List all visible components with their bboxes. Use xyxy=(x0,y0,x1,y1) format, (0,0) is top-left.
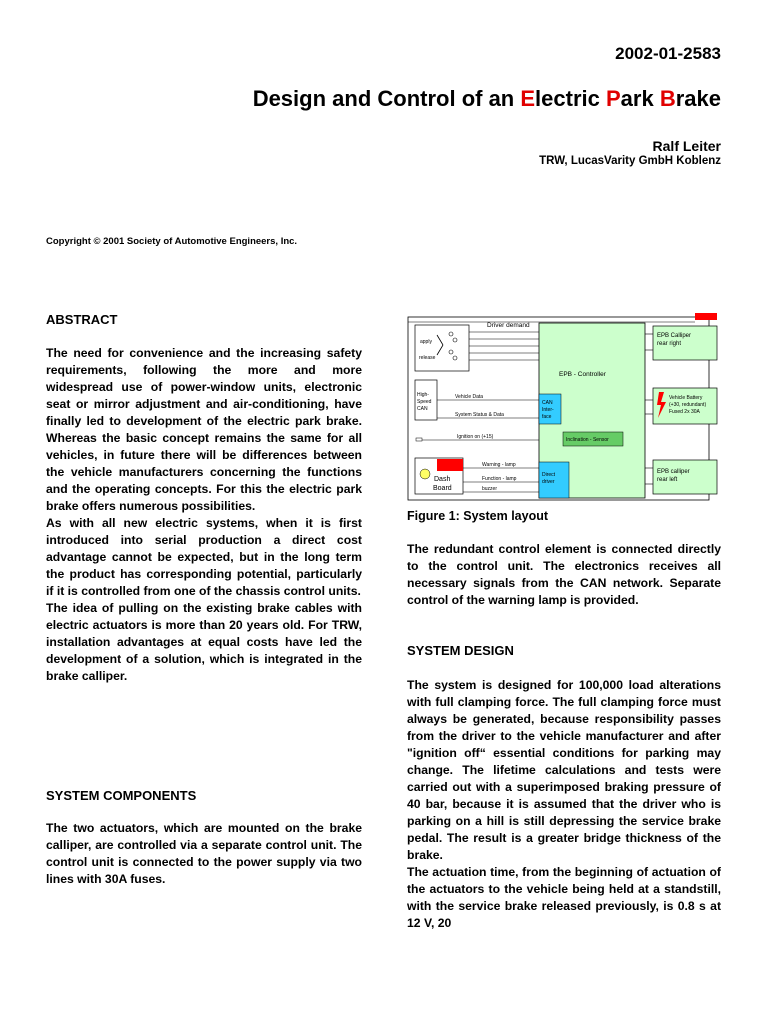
abstract-heading: ABSTRACT xyxy=(46,312,118,327)
ignition-terminal xyxy=(416,438,422,441)
switch-box xyxy=(415,325,469,371)
title-highlight-p: P xyxy=(605,86,621,111)
calliper-rear-left-label: rear left xyxy=(657,477,678,483)
copyright-notice: Copyright © 2001 Society of Automotive Engineers, Inc. xyxy=(46,236,298,247)
calliper-rear-right-label: EPB Calliper xyxy=(657,333,692,339)
title-part: rake xyxy=(675,86,721,111)
system-components-paragraph: The two actuators, which are mounted on the brake calliper, are controlled via a separate control unit. The control unit is connected to the power supply via two lines with 30A fuses. xyxy=(46,821,362,886)
high-speed-can-label: High- xyxy=(417,392,429,398)
paper-title xyxy=(253,86,721,112)
high-speed-can-label: CAN xyxy=(417,406,428,412)
buzzer-label: buzzer xyxy=(482,486,498,492)
dash-board-label: Dash xyxy=(434,476,451,483)
dash-board-label: Board xyxy=(433,485,452,492)
high-speed-can-label: Speed xyxy=(417,399,432,405)
epb-controller-label: EPB - Controller xyxy=(559,371,606,378)
calliper-rear-left-label: EPB calliper xyxy=(657,469,690,475)
ignition-label: Ignition on (+15) xyxy=(457,434,494,440)
lamp-icon xyxy=(420,469,430,479)
calliper-rear-right-label: rear right xyxy=(657,341,682,347)
system-design-paragraph: The actuation time, from the beginning of actuation of the actuators to the vehicle being held at a standstill, with the service brake released previously, is 0.8 s at 12 V, 20 xyxy=(407,865,721,930)
title-part: Design and Control of an xyxy=(252,86,521,111)
direct-driver-label: Direct xyxy=(542,472,556,478)
driver-demand-label: Driver demand xyxy=(487,322,530,329)
vehicle-battery-label: Vehicle Battery xyxy=(669,395,703,401)
vehicle-battery-label: (+30, redundant) xyxy=(669,402,707,408)
title-highlight-e: E xyxy=(520,86,536,111)
system-design-paragraph: The system is designed for 100,000 load alterations with full clamping force. The full clamping force must always be generated, because responsibility passes from the driver to the vehicle manufacturer and after "ignition off“ essential conditions for parking may change. The lifetime calculations and tests were carried out with a superimposed braking pressure of 40 bar, because it is assumed that the driver who is parking on a hill is still depressing the service brake pedal. The result is a greater bridge thickness of the brake. xyxy=(407,678,721,862)
can-interface-label: Inter- xyxy=(542,407,554,413)
title-part: ark xyxy=(620,86,660,111)
function-lamp-label: Function - lamp xyxy=(482,476,517,482)
abstract-paragraph: The idea of pulling on the existing brake cables with electric actuators is more than 20 years old. For TRW, installation advantages at equal costs have led the development of a solution, which is integrated in the brake calliper. xyxy=(46,601,362,683)
system-components-heading: SYSTEM COMPONENTS xyxy=(46,788,197,803)
inclination-sensor-label: Inclination - Sensor xyxy=(566,437,609,443)
title-highlight-b: B xyxy=(659,86,676,111)
author-affiliation: TRW, LucasVarity GmbH Koblenz xyxy=(539,155,721,167)
system-design-heading: SYSTEM DESIGN xyxy=(407,643,514,658)
system-status-label: System Status & Data xyxy=(455,412,504,418)
vehicle-battery-label: Fused 2x 30A xyxy=(669,409,700,415)
figure-corner-mark xyxy=(695,313,717,320)
title-part: lectric xyxy=(535,86,606,111)
apply-label: apply xyxy=(420,339,432,345)
can-interface-label: CAN xyxy=(542,400,553,406)
paper-number: 2002-01-2583 xyxy=(615,44,721,63)
can-interface-label: face xyxy=(542,414,552,420)
figure-caption: Figure 1: System layout xyxy=(407,509,549,523)
abstract-paragraph: The need for convenience and the increasing safety requirements, following the more and more widespread use of power-window units, electronic seat or mirror adjustment and air-conditioning, have finally led to development of the electric park brake. Whereas the basic concept remains the same for all vehicles, in future there will be differences between the vehicle manufacturers concerning the functions and the operating concepts. For this the electric park brake offers numerous possibilities. xyxy=(46,346,362,513)
abstract-body xyxy=(46,345,362,685)
warning-lamp-indicator xyxy=(437,459,463,471)
release-label: release xyxy=(419,355,436,361)
direct-driver-label: driver xyxy=(542,479,555,485)
author-name: Ralf Leiter xyxy=(652,138,721,154)
figure-description: The redundant control element is connected directly to the control unit. The electronics receives all necessary signals from the CAN network. Separate control of the warning lamp is provided. xyxy=(407,542,721,607)
abstract-paragraph: As with all new electric systems, when it is first introduced into serial production a direct cost advantage cannot be expected, but in the long term the product has corresponding potential, particularly if it is controlled from one of the chassis control units. xyxy=(46,516,362,598)
system-design-body xyxy=(407,677,721,932)
vehicle-data-label: Vehicle Data xyxy=(455,394,484,400)
system-layout-figure xyxy=(407,310,723,502)
warning-lamp-label: Warning - lamp xyxy=(482,462,516,468)
